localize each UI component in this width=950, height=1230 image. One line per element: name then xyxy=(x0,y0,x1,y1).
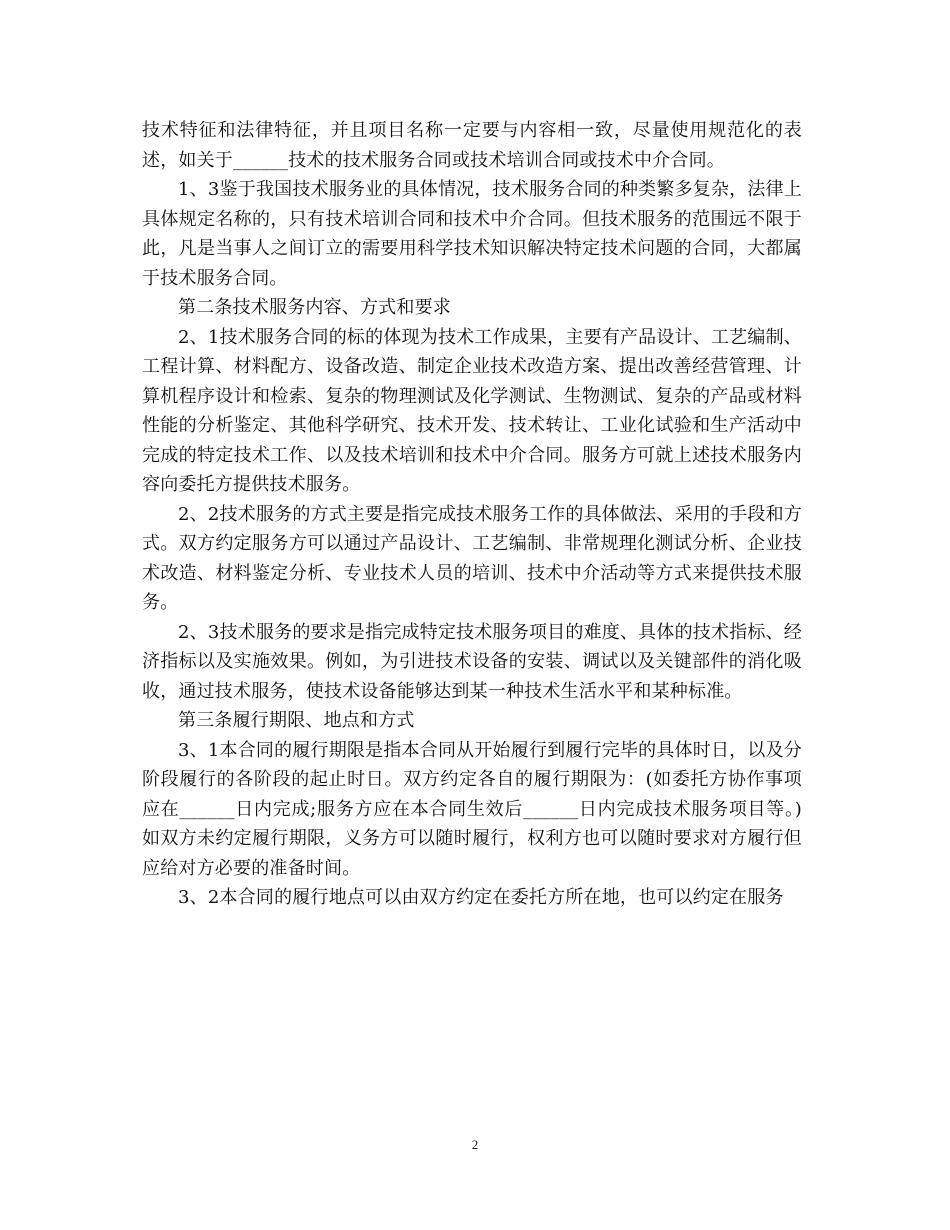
section-heading-article-3: 第三条履行期限、地点和方式 xyxy=(178,710,415,731)
section-heading-article-2: 第二条技术服务内容、方式和要求 xyxy=(178,297,451,318)
document-body xyxy=(142,116,802,913)
paragraph-2-3: 2、3技术服务的要求是指完成特定技术服务项目的难度、具体的技术指标、经济指标以及实施效果。例如，为引进技术设备的安装、调试以及关键部件的消化吸收，通过技术服务，使技术设备能够达到某一种技术生活水平和某种标准。 xyxy=(142,621,802,702)
paragraph-1-3: 1、3鉴于我国技术服务业的具体情况，技术服务合同的种类繁多复杂，法律上具体规定名称的，只有技术培训合同和技术中介合同。但技术服务的范围远不限于此，凡是当事人之间订立的需要用科学技术知识解决特定技术问题的合同，大都属于技术服务合同。 xyxy=(142,179,802,289)
paragraph-2-1: 2、1技术服务合同的标的体现为技术工作成果，主要有产品设计、工艺编制、工程计算、材料配方、设备改造、制定企业技术改造方案、提出改善经营管理、计算机程序设计和检索、复杂的物理测试及化学测试、生物测试、复杂的产品或材料性能的分析鉴定、其他科学研究、技术开发、技术转让、工业化试验和生产活动中完成的特定技术工作、以及技术培训和技术中介合同。服务方可就上述技术服务内容向委托方提供技术服务。 xyxy=(142,326,802,495)
paragraph-continued-project-name: 技术特征和法律特征，并且项目名称一定要与内容相一致，尽量使用规范化的表述，如关于______技术的技术服务合同或技术培训合同或技术中介合同。 xyxy=(142,120,802,171)
paragraph-3-1: 3、1本合同的履行期限是指本合同从开始履行到履行完毕的具体时日，以及分阶段履行的各阶段的起止时日。双方约定各自的履行期限为：(如委托方协作事项应在______日内完成;服务方应在本合同生效后______日内完成技术服务项目等。)如双方未约定履行期限，义务方可以随时履行，权利方也可以随时要求对方履行但应给对方必要的准备时间。 xyxy=(142,739,802,879)
paragraph-3-2: 3、2本合同的履行地点可以由双方约定在委托方所在地，也可以约定在服务 xyxy=(178,887,784,908)
paragraph-2-2: 2、2技术服务的方式主要是指完成技术服务工作的具体做法、采用的手段和方式。双方约定服务方可以通过产品设计、工艺编制、非常规理化测试分析、企业技术改造、材料鉴定分析、专业技术人员的培训、技术中介活动等方式来提供技术服务。 xyxy=(142,503,802,613)
page-number: 2 xyxy=(471,1137,479,1152)
